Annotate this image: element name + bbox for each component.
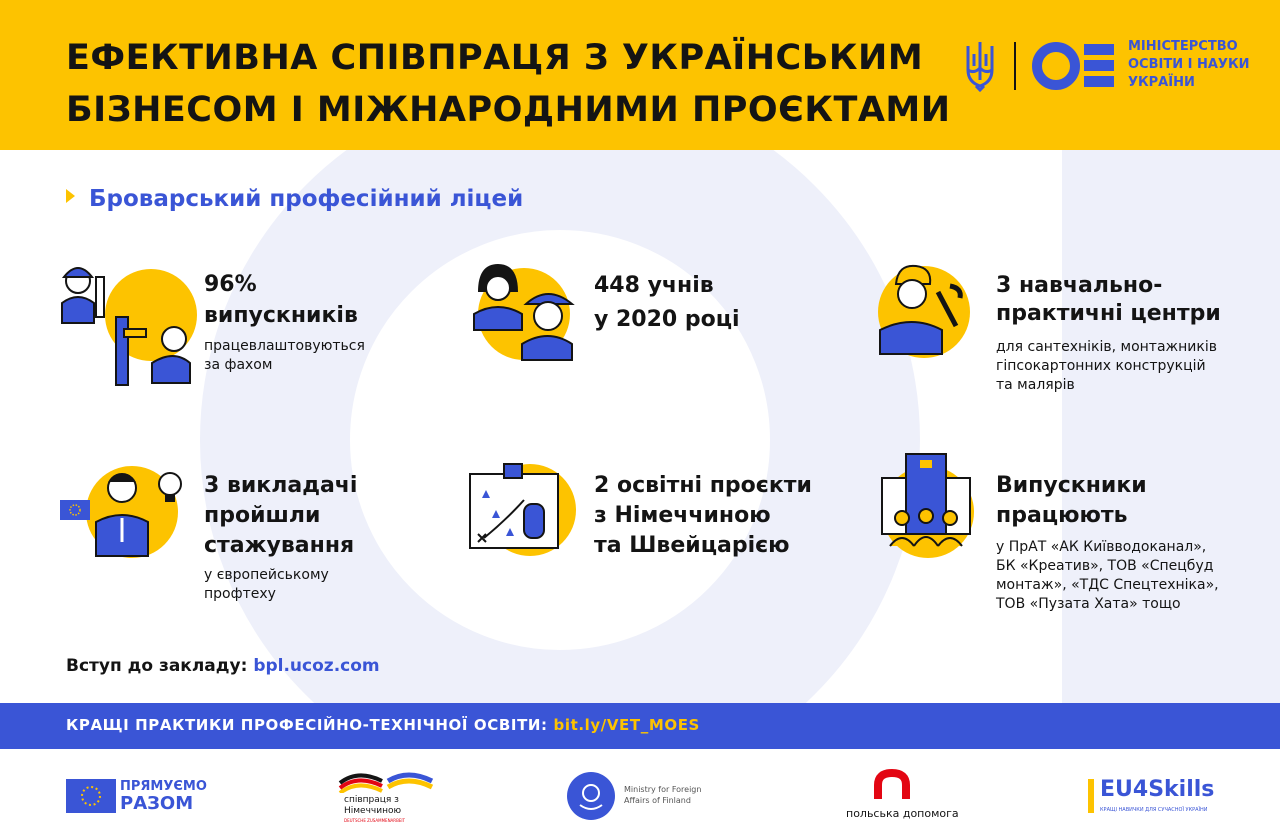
stat-5-value: 2 освітні проєкти bbox=[594, 473, 812, 498]
plumber-workers-icon bbox=[56, 255, 206, 390]
trident-icon bbox=[962, 40, 998, 92]
stat-3-desc-2: гіпсокартонних конструкцій bbox=[996, 358, 1206, 374]
school-name: Броварський професійний ліцей bbox=[89, 186, 524, 212]
eu-logo bbox=[66, 779, 226, 815]
stat-training-centers bbox=[872, 262, 1252, 402]
stat-4-label-1: пройшли bbox=[204, 503, 321, 528]
eu4skills-logo bbox=[1088, 775, 1268, 825]
teacher-lightbulb-icon bbox=[58, 462, 193, 562]
best-practices-label: КРАЩІ ПРАКТИКИ ПРОФЕСІЙНО-ТЕХНІЧНОЇ ОСВІТИ: bbox=[66, 716, 554, 734]
eu4skills-subtitle: КРАЩІ НАВИЧКИ ДЛЯ СУЧАСНОЇ УКРАЇНИ bbox=[1100, 807, 1208, 813]
germany-text-1: співпраця з bbox=[344, 795, 399, 805]
admission-info bbox=[66, 656, 380, 676]
page-title bbox=[66, 32, 951, 136]
section-subtitle bbox=[66, 186, 523, 212]
stat-3-value: 3 навчально- bbox=[996, 273, 1163, 298]
stat-3-label: практичні центри bbox=[996, 301, 1221, 326]
polish-aid-text: польська допомога bbox=[846, 807, 959, 820]
stat-1-value: 96% bbox=[204, 272, 257, 297]
title-line-1: ЕФЕКТИВНА СПІВПРАЦЯ З УКРАЇНСЬКИМ bbox=[66, 38, 924, 78]
stat-4-value: 3 викладачі bbox=[204, 473, 358, 498]
eu-text-1: ПРЯМУЄМО bbox=[120, 779, 207, 794]
partner-logos bbox=[0, 749, 1280, 840]
students-icon bbox=[468, 262, 588, 367]
admission-link[interactable]: bpl.ucoz.com bbox=[253, 656, 380, 676]
stat-5-label-2: та Швейцарією bbox=[594, 533, 790, 558]
project-board-icon bbox=[466, 460, 578, 560]
ministry-logo bbox=[958, 38, 1258, 98]
stat-6-desc-2: БК «Креатив», ТОВ «Спецбуд bbox=[996, 558, 1214, 574]
finland-emblem-icon bbox=[566, 771, 616, 821]
finland-text-1: Ministry for Foreign bbox=[624, 785, 702, 794]
germany-text-2: Німеччиною bbox=[344, 806, 402, 816]
finland-text-2: Affairs of Finland bbox=[624, 796, 691, 805]
city-workers-icon bbox=[876, 450, 976, 560]
stat-4-label-2: стажування bbox=[204, 533, 355, 558]
admission-label: Вступ до закладу: bbox=[66, 656, 254, 676]
stat-graduates bbox=[56, 255, 396, 395]
stat-2-value: 448 учнів bbox=[594, 273, 714, 298]
stat-6-desc-3: монтаж», «ТДС Спецтехніка», bbox=[996, 577, 1219, 593]
stat-4-desc-2: профтеху bbox=[204, 586, 276, 602]
best-practices-bar bbox=[0, 703, 1280, 749]
eu4skills-bar bbox=[1088, 779, 1094, 813]
stat-3-desc-3: та малярів bbox=[996, 377, 1075, 393]
stat-2-label: у 2020 році bbox=[594, 307, 740, 332]
ministry-mark-icon bbox=[1032, 40, 1118, 92]
ministry-name bbox=[1128, 38, 1249, 92]
ministry-line-2: ОСВІТИ І НАУКИ bbox=[1128, 57, 1250, 72]
germany-logo bbox=[338, 769, 448, 829]
stat-4-desc-1: у європейському bbox=[204, 567, 329, 583]
eu-flag-icon bbox=[66, 779, 116, 813]
eu-text-2: РАЗОМ bbox=[120, 793, 194, 814]
stat-students bbox=[468, 262, 808, 372]
title-line-2: БІЗНЕСОМ І МІЖНАРОДНИМИ ПРОЄКТАМИ bbox=[66, 90, 951, 130]
logo-divider bbox=[1014, 42, 1016, 90]
stat-1-label: випускників bbox=[204, 303, 358, 328]
eu4skills-title: EU4Skills bbox=[1100, 777, 1215, 802]
stat-1-desc-1: працевлаштовуються bbox=[204, 338, 365, 354]
germany-text-3: DEUTSCHE ZUSAMMENARBEIT bbox=[344, 818, 405, 823]
stat-employers bbox=[876, 450, 1256, 620]
ministry-line-1: МІНІСТЕРСТВО bbox=[1128, 39, 1238, 54]
polish-aid-icon bbox=[872, 769, 912, 803]
stat-6-value: Випускники bbox=[996, 473, 1147, 498]
stat-6-label: працюють bbox=[996, 503, 1128, 528]
mechanic-wrench-icon bbox=[872, 262, 972, 362]
stat-6-desc-4: ТОВ «Пузата Хата» тощо bbox=[996, 596, 1181, 612]
background-decoration bbox=[0, 150, 1280, 703]
stat-6-desc-1: у ПрАТ «АК Київводоканал», bbox=[996, 539, 1207, 555]
stat-teachers bbox=[58, 462, 398, 612]
stat-projects bbox=[466, 460, 826, 570]
arrow-icon bbox=[66, 189, 75, 203]
polish-aid-logo bbox=[840, 769, 960, 823]
stat-1-desc-2: за фахом bbox=[204, 357, 273, 373]
germany-flag-icon bbox=[338, 769, 434, 793]
stat-5-label-1: з Німеччиною bbox=[594, 503, 771, 528]
header-banner bbox=[0, 0, 1280, 150]
finland-logo bbox=[566, 771, 736, 823]
best-practices-link[interactable]: bit.ly/VET_MOES bbox=[553, 716, 700, 734]
stat-3-desc-1: для сантехніків, монтажників bbox=[996, 339, 1217, 355]
ministry-line-3: УКРАЇНИ bbox=[1128, 75, 1195, 90]
